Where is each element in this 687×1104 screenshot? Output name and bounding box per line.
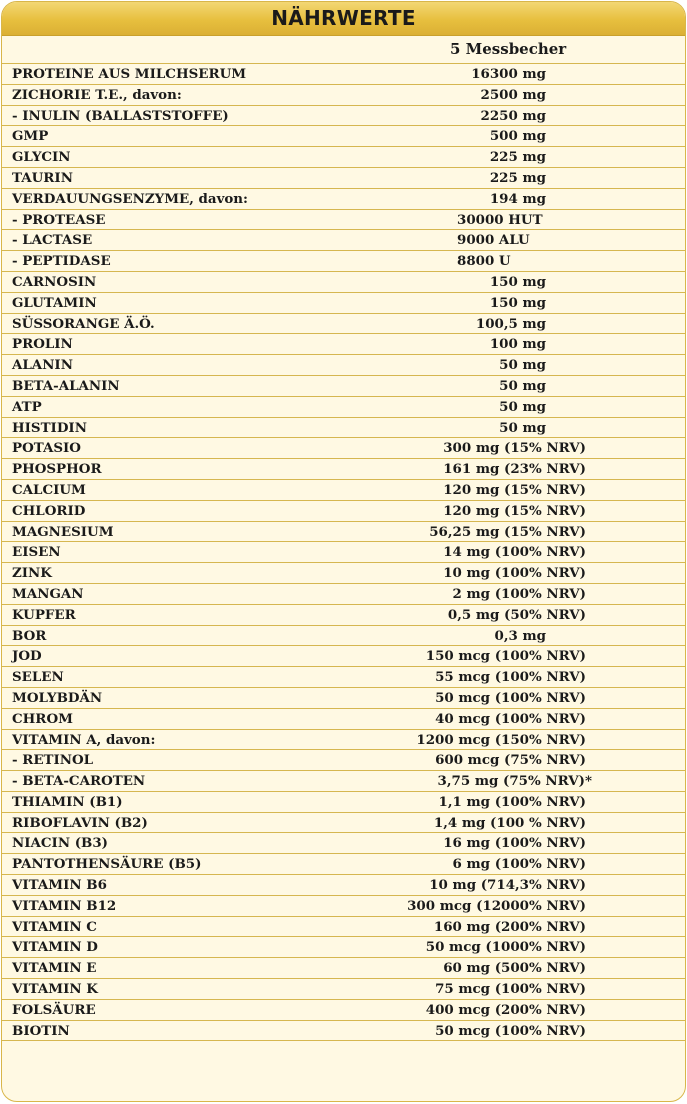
nutrient-name: PROLIN — [12, 336, 73, 353]
table-row — [2, 979, 685, 1000]
table-row — [2, 875, 685, 896]
nutrient-value: 50 mg — [499, 398, 546, 415]
nutrient-name: KUPFER — [12, 606, 76, 623]
table-row — [2, 584, 685, 605]
nutrient-value: 1,1 mg (100% NRV) — [438, 793, 586, 810]
table-row — [2, 688, 685, 709]
nutrient-name: MANGAN — [12, 585, 84, 602]
table-row — [2, 85, 685, 106]
nutrient-name: VITAMIN K — [12, 981, 98, 998]
table-row — [2, 1021, 685, 1042]
nutrient-name: ZICHORIE T.E., davon: — [12, 86, 182, 103]
nutrient-value: 50 mcg (100% NRV) — [435, 1022, 586, 1039]
nutrient-name: MAGNESIUM — [12, 523, 114, 540]
table-row — [2, 667, 685, 688]
table-row — [2, 563, 685, 584]
nutrient-value: 100,5 mg — [475, 315, 546, 332]
table-row — [2, 376, 685, 397]
nutrient-name: - PEPTIDASE — [12, 253, 111, 270]
nutrient-value: 225 mg — [489, 149, 546, 166]
nutrient-name: CALCIUM — [12, 481, 86, 498]
nutrient-name: THIAMIN (B1) — [12, 793, 123, 810]
table-row — [2, 438, 685, 459]
nutrient-value: 1,4 mg (100 % NRV) — [433, 814, 586, 831]
nutrient-value: 150 mg — [489, 294, 546, 311]
table-row — [2, 522, 685, 543]
nutrient-value: 100 mg — [489, 336, 546, 353]
nutrient-name: - RETINOL — [12, 752, 94, 769]
nutrient-name: RIBOFLAVIN (B2) — [12, 814, 148, 831]
nutrient-value: 10 mg (100% NRV) — [443, 565, 586, 582]
nutrient-name: NIACIN (B3) — [12, 835, 109, 852]
nutrient-value: 2250 mg — [480, 107, 546, 124]
nutrient-name: VITAMIN A, davon: — [12, 731, 156, 748]
table-row — [2, 917, 685, 938]
table-row — [2, 230, 685, 251]
table-row — [2, 646, 685, 667]
nutrient-table — [2, 64, 685, 1041]
panel-title: NÄHRWERTE — [2, 2, 685, 36]
nutrient-name: BIOTIN — [12, 1022, 70, 1039]
nutrient-name: VITAMIN E — [12, 960, 97, 977]
nutrient-name: HISTIDIN — [12, 419, 87, 436]
nutrient-value: 600 mcg (75% NRV) — [435, 752, 586, 769]
table-row — [2, 1000, 685, 1021]
table-row — [2, 896, 685, 917]
table-row — [2, 480, 685, 501]
nutrient-name: PANTOTHENSÄURE (B5) — [12, 856, 202, 873]
column-header-row — [2, 36, 685, 64]
table-row — [2, 418, 685, 439]
table-row — [2, 958, 685, 979]
nutrient-name: VERDAUUNGSENZYME, davon: — [12, 190, 248, 207]
table-row — [2, 730, 685, 751]
nutrient-value: 1200 mcg (150% NRV) — [416, 731, 586, 748]
nutrient-value: 150 mg — [489, 273, 546, 290]
nutrient-name: FOLSÄURE — [12, 1001, 96, 1018]
nutrient-value: 400 mcg (200% NRV) — [425, 1001, 586, 1018]
nutrient-value: 50 mcg (1000% NRV) — [425, 939, 586, 956]
column-header: 5 Messbecher — [450, 40, 567, 58]
nutrient-value: 120 mg (15% NRV) — [443, 481, 586, 498]
nutrient-value: 500 mg — [489, 128, 546, 145]
table-row — [2, 147, 685, 168]
nutrient-value: 40 mcg (100% NRV) — [435, 710, 586, 727]
nutrient-value: 194 mg — [489, 190, 546, 207]
nutrient-name: ATP — [12, 398, 42, 415]
nutrient-name: CHLORID — [12, 502, 86, 519]
nutrient-value: 0,5 mg (50% NRV) — [447, 606, 586, 623]
nutrient-value: 50 mcg (100% NRV) — [435, 689, 586, 706]
nutrient-name: VITAMIN C — [12, 918, 97, 935]
table-row — [2, 771, 685, 792]
nutrient-name: CHROM — [12, 710, 73, 727]
nutrient-name: GMP — [12, 128, 49, 145]
nutrient-value: 3,75 mg (75% NRV)* — [437, 773, 592, 790]
nutrition-panel — [1, 1, 686, 1102]
nutrient-name: PROTEINE AUS MILCHSERUM — [12, 66, 247, 82]
nutrient-value: 160 mg (200% NRV) — [433, 918, 586, 935]
table-row — [2, 459, 685, 480]
nutrient-name: - LACTASE — [12, 232, 93, 249]
nutrient-value: 16300 mg — [471, 66, 546, 82]
nutrient-name: VITAMIN B12 — [12, 897, 117, 914]
nutrient-value: 150 mcg (100% NRV) — [425, 648, 586, 665]
nutrient-value: 161 mg (23% NRV) — [443, 461, 586, 478]
table-row — [2, 501, 685, 522]
table-row — [2, 251, 685, 272]
nutrient-name: VITAMIN B6 — [12, 877, 107, 894]
nutrient-name: CARNOSIN — [12, 273, 97, 290]
table-row — [2, 168, 685, 189]
table-row — [2, 334, 685, 355]
nutrient-name: ZINK — [12, 565, 52, 582]
nutrient-name: - INULIN (BALLASTSTOFFE) — [12, 107, 229, 124]
table-row — [2, 937, 685, 958]
nutrient-value: 50 mg — [499, 357, 546, 374]
nutrient-value: 30000 HUT — [457, 211, 543, 228]
nutrient-value: 9000 ALU — [457, 232, 530, 249]
nutrient-value: 8800 U — [457, 253, 511, 270]
nutrient-value: 55 mcg (100% NRV) — [435, 669, 586, 686]
table-row — [2, 813, 685, 834]
nutrient-value: 2500 mg — [480, 86, 546, 103]
nutrient-value: 75 mcg (100% NRV) — [435, 981, 586, 998]
table-row — [2, 750, 685, 771]
nutrient-name: EISEN — [12, 544, 61, 561]
nutrient-name: SELEN — [12, 669, 64, 686]
nutrient-value: 16 mg (100% NRV) — [443, 835, 586, 852]
table-row — [2, 709, 685, 730]
table-row — [2, 293, 685, 314]
nutrient-name: - PROTEASE — [12, 211, 106, 228]
nutrient-value: 50 mg — [499, 377, 546, 394]
table-row — [2, 854, 685, 875]
table-row — [2, 106, 685, 127]
nutrient-name: GLUTAMIN — [12, 294, 97, 311]
nutrient-name: JOD — [12, 648, 42, 665]
nutrient-name: POTASIO — [12, 440, 81, 457]
nutrient-name: - BETA-CAROTEN — [12, 773, 146, 790]
table-row — [2, 189, 685, 210]
nutrient-value: 10 mg (714,3% NRV) — [429, 877, 586, 894]
nutrient-value: 225 mg — [489, 169, 546, 186]
nutrient-value: 60 mg (500% NRV) — [443, 960, 586, 977]
nutrient-name: ALANIN — [12, 357, 73, 374]
table-row — [2, 126, 685, 147]
table-row — [2, 626, 685, 647]
table-row — [2, 64, 685, 85]
table-row — [2, 272, 685, 293]
table-row — [2, 792, 685, 813]
nutrient-value: 300 mg (15% NRV) — [443, 440, 586, 457]
nutrient-value: 56,25 mg (15% NRV) — [429, 523, 586, 540]
table-row — [2, 542, 685, 563]
nutrient-value: 120 mg (15% NRV) — [443, 502, 586, 519]
nutrient-name: MOLYBDÄN — [12, 689, 103, 706]
table-row — [2, 605, 685, 626]
nutrient-name: TAURIN — [12, 169, 73, 186]
nutrient-value: 0,3 mg — [494, 627, 546, 644]
nutrient-name: BOR — [12, 627, 47, 644]
nutrient-value: 2 mg (100% NRV) — [452, 585, 586, 602]
table-row — [2, 397, 685, 418]
table-row — [2, 314, 685, 335]
nutrient-value: 6 mg (100% NRV) — [452, 856, 586, 873]
table-row — [2, 210, 685, 231]
nutrient-name: GLYCIN — [12, 149, 71, 166]
nutrient-name: SÜSSORANGE Ä.Ö. — [12, 315, 155, 332]
nutrient-value: 50 mg — [499, 419, 546, 436]
table-row — [2, 355, 685, 376]
nutrient-name: PHOSPHOR — [12, 461, 102, 478]
nutrient-name: VITAMIN D — [12, 939, 98, 956]
nutrient-value: 14 mg (100% NRV) — [443, 544, 586, 561]
nutrient-value: 300 mcg (12000% NRV) — [407, 897, 586, 914]
nutrient-name: BETA-ALANIN — [12, 377, 120, 394]
table-row — [2, 833, 685, 854]
